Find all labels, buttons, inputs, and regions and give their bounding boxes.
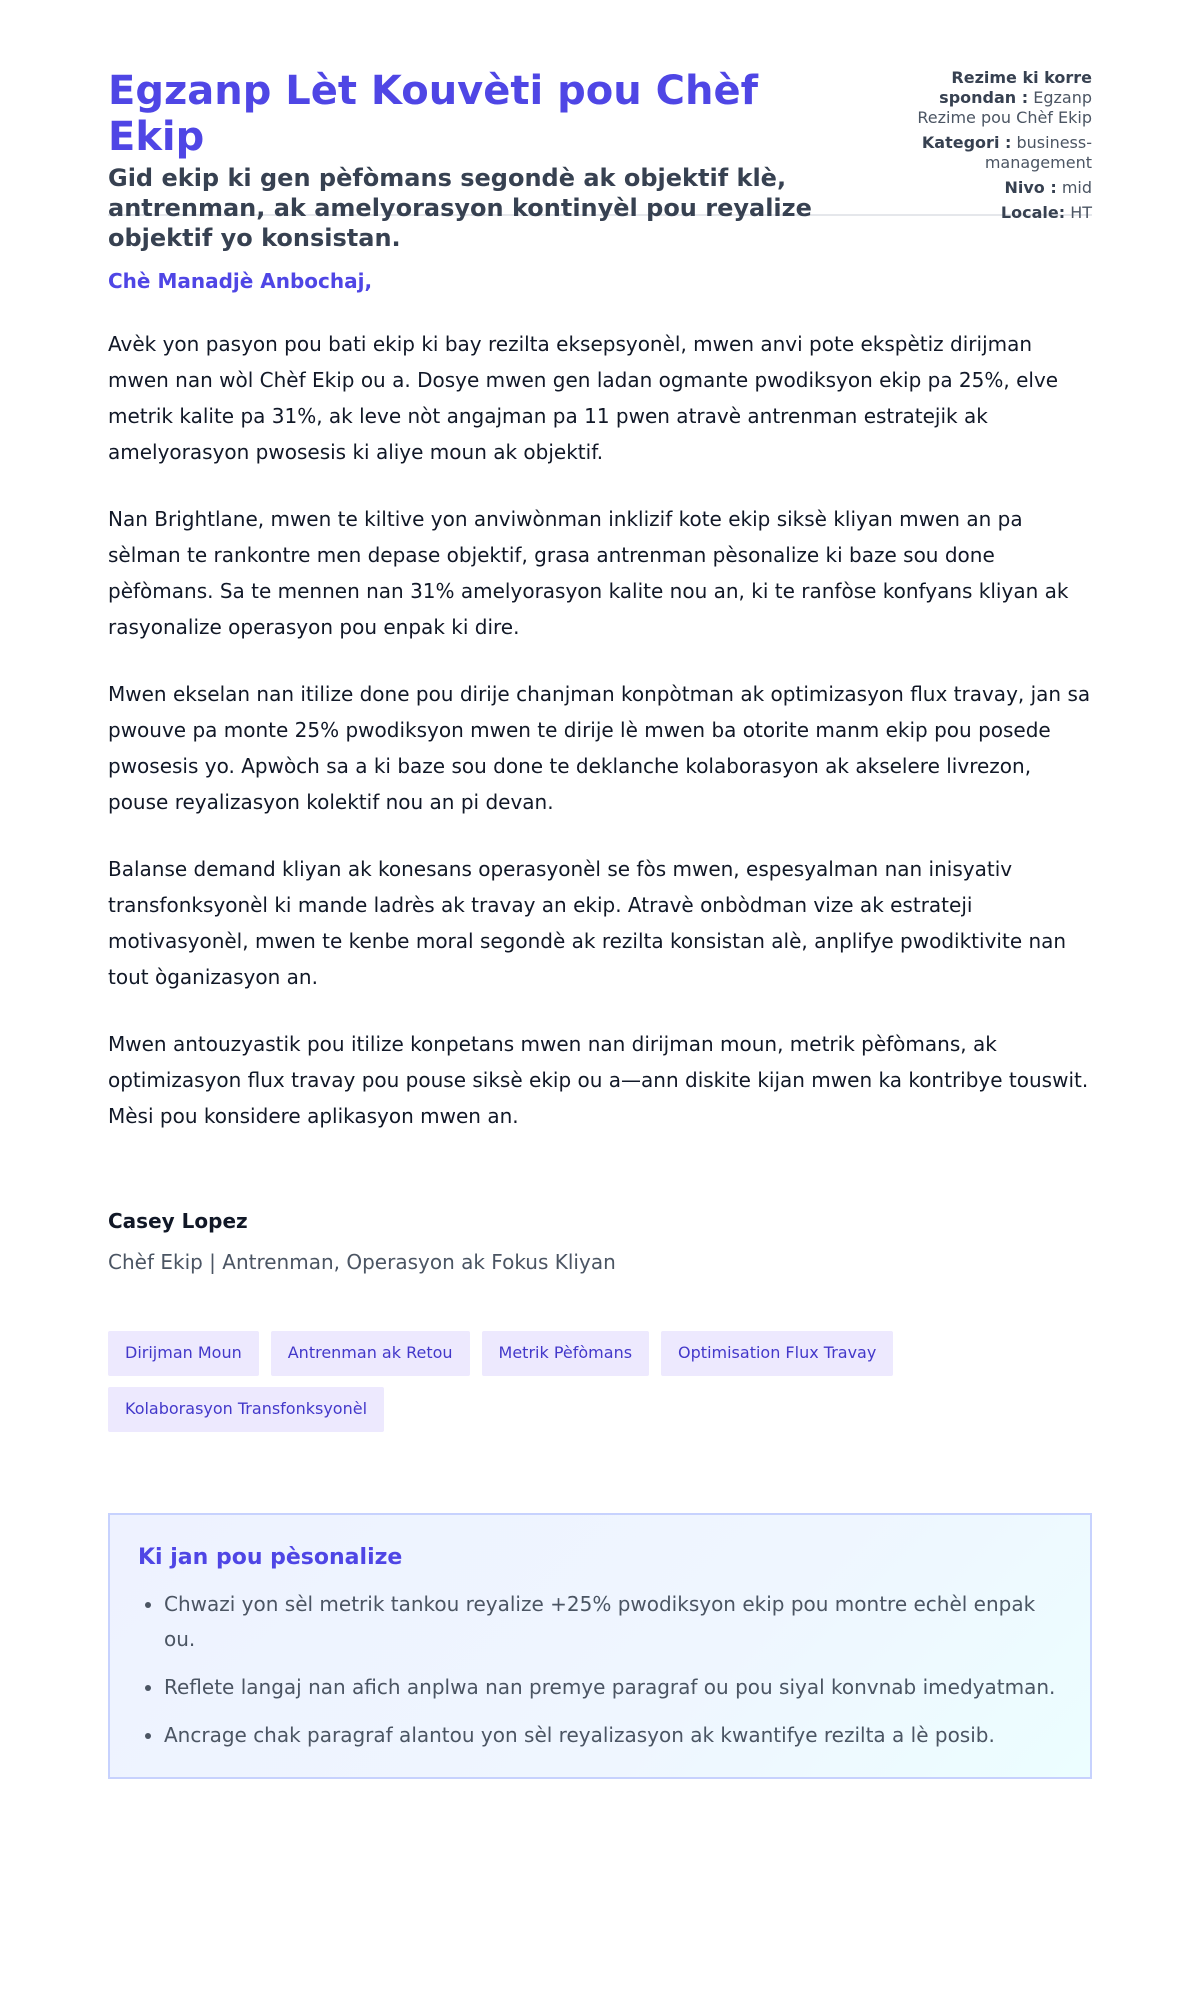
letter-paragraph: Avèk yon pasyon pou bati ekip ki bay rezilta eksepsyonèl, mwen anvi pote ekspètiz dirijman mwen nan wòl Chèf Ekip ou a. Dosye mwen gen ladan ogmante pwodiksyon ekip pa 25%, elve metrik kalite pa 31%, ak leve nòt angajman pa 11 pwen atravè antrenman estratejik ak amelyorasyon pwosesis ki aliye moun ak objektif. [108, 332, 1059, 464]
tip-item: • Chwazi yon sèl metrik tankou reyalize +25% pwodiksyon ekip pou montre echèl enpak ou. [164, 1587, 1062, 1657]
meta-category [882, 133, 1092, 173]
metadata-panel [882, 68, 1092, 228]
letter-body [108, 267, 1092, 1276]
letter-paragraph: Mwen antouzyastik pou itilize konpetans mwen nan dirijman moun, metrik pèfòmans, ak optimizasyon flux travay pou pouse siksè ekip ou a—ann diskite kijan mwen ka kontribye touswit. Mèsi pou konsidere aplikasyon mwen an. [108, 1032, 1089, 1128]
page-subtitle: Gid ekip ki gen pèfòmans segondè ak objektif klè, antrenman, ak amelyorasyon kontinyèl pou reyalize objektif yo konsistan. [108, 164, 812, 252]
tip-item: • Reflete langaj nan afich anplwa nan premye paragraf ou pou siyal konvnab imedyatman. [164, 1670, 1062, 1705]
meta-category-label: Kategori : [921, 133, 1012, 152]
tips-title: Ki jan pou pèsonalize [138, 1545, 403, 1570]
meta-level [882, 178, 1092, 198]
tips-list [138, 1587, 1062, 1753]
letter-paragraph: Balanse demand kliyan ak konesans operasyonèl se fòs mwen, espesyalman nan inisyativ transfonksyonèl ki mande ladrès ak travay an ekip. Atravè onbòdman vize ak estrateji motivasyonèl, mwen te kenbe moral segondè ak rezilta konsistan alè, anplifye pwodiktivite nan tout òganizasyon an. [108, 857, 1067, 989]
tip-item: • Ancrage chak paragraf alantou yon sèl reyalizasyon ak kwantifye rezilta a lè posib. [164, 1718, 1062, 1753]
skill-tags [108, 1331, 1008, 1443]
meta-resume-value: Egzanp Rezime pou Chèf Ekip [917, 88, 1092, 127]
meta-locale [882, 203, 1092, 223]
skill-tag: Dirijman Moun [108, 1331, 259, 1376]
meta-locale-value: HT [1070, 203, 1092, 222]
signature-name: Casey Lopez [108, 1209, 248, 1233]
meta-level-label: Nivo : [1004, 178, 1057, 197]
skill-tag: Antrenman ak Retou [271, 1331, 470, 1376]
letter-paragraph: Mwen ekselan nan itilize done pou dirije chanjman konpòtman ak optimizasyon flux travay, jan sa pwouve pa monte 25% pwodiksyon mwen te dirije lè mwen ba otorite manm ekip pou posede pwosesis yo. Apwòch sa a ki baze sou done te deklanche kolaborasyon ak akselere livrezon, pouse reyalizasyon kolektif nou an pi devan. [108, 682, 1091, 814]
meta-category-value: business-management [984, 133, 1092, 172]
skill-tag: Optimisation Flux Travay [661, 1331, 893, 1376]
skill-tag: Kolaborasyon Transfonksyonèl [108, 1387, 384, 1432]
skill-tag: Metrik Pèfòmans [482, 1331, 650, 1376]
meta-level-value: mid [1061, 178, 1092, 197]
meta-resume-label: Rezime ki korre spondan : [939, 68, 1092, 107]
letter-paragraph: Nan Brightlane, mwen te kiltive yon anviwònman inklizif kote ekip siksè kliyan mwen an pa sèlman te rankontre men depase objektif, grasa antrenman pèsonalize ki baze sou done pèfòmans. Sa te mennen nan 31% amelyorasyon kalite nou an, ki te ranfòse konfyans kliyan ak rasyonalize operasyon pou enpak ki dire. [108, 507, 1069, 639]
salutation: Chè Manadjè Anbochaj, [108, 269, 373, 293]
page-title: Egzanp Lèt Kouvèti pou Chèf Ekip [108, 68, 759, 160]
signature-role: Chèf Ekip | Antrenman, Operasyon ak Fokus Kliyan [108, 1250, 616, 1274]
customization-tips-box [108, 1513, 1092, 1779]
page-header [108, 0, 1092, 252]
meta-locale-label: Locale: [1000, 203, 1066, 222]
meta-resume [882, 68, 1092, 128]
